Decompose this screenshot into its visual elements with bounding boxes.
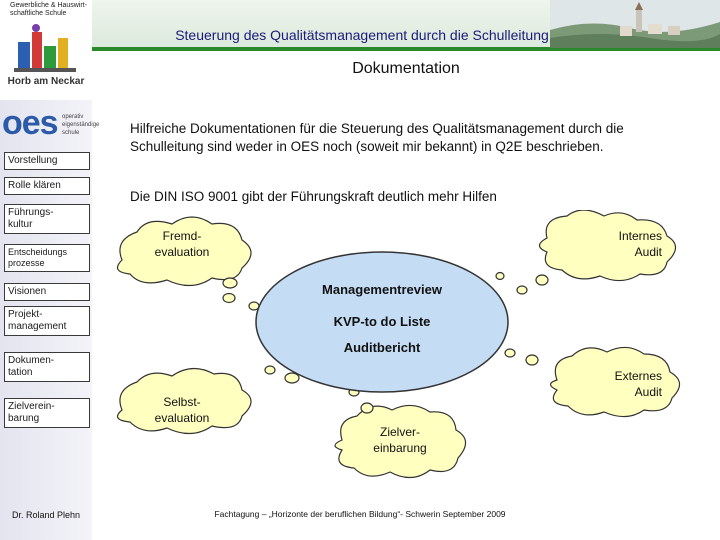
presentation-title: Steuerung des Qualitätsmanagement durch die Schulleitung [175,27,549,43]
nav-item-projektmanagement[interactable]: Projekt- management [4,306,90,336]
oes-logo-subtext: schule [62,130,80,136]
slide-header [0,0,720,100]
school-emblem-icon [14,22,80,74]
sidebar [0,100,100,540]
label-internes-audit: Internes Audit [618,229,662,259]
label-selbstevaluation: Selbst- evaluation [154,395,210,425]
nav-item-entscheidungsprozesse[interactable]: Entscheidungs prozesse [4,244,90,272]
author-name: Dr. Roland Plehn [11,510,81,520]
nav-item-vorstellung[interactable]: Vorstellung [4,152,90,170]
nav-item-zielvereinbarung[interactable]: Zielverein- barung [4,398,90,428]
label-auditbericht: Auditbericht [343,340,421,355]
label-zielvereinbarung: Zielver- einbarung [373,425,427,455]
nav-item-dokumentation[interactable]: Dokumen- tation [4,352,90,382]
slide-title: Dokumentation [352,60,460,77]
label-externes-audit: Externes Audit [614,369,662,399]
label-kvp-todo-liste: KVP-to do Liste [333,314,431,329]
oes-logo [0,104,100,146]
intro-paragraph: Hilfreiche Dokumentationen für die Steuerung des Qualitätsmanagement durch die Schulleitung sind weder in OES noch (soweit mir bekannt) in Q2E beschrieben. [130,121,624,154]
nav-item-visionen[interactable]: Visionen [4,283,90,301]
footer-note: Fachtagung – „Horizonte der beruflichen Bildung“- Schwerin September 2009 [214,509,506,519]
label-fremdevaluation: Fremd- evaluation [154,229,210,259]
din-paragraph: Die DIN ISO 9001 gibt der Führungskraft deutlich mehr Hilfen [130,189,497,204]
nav-item-rolle-klaeren[interactable]: Rolle klären [4,177,90,195]
school-logo [0,0,92,100]
documentation-diagram [92,210,720,510]
nav-item-fuehrungskultur[interactable]: Führungs- kultur [4,204,90,234]
school-location: Horb am Neckar [7,76,85,87]
school-name: Gewerbliche & Hauswirt-schaftliche Schule [10,2,88,17]
oes-logo-subtext: operativ [62,114,84,120]
label-managementreview: Managementreview [322,282,442,297]
oes-logo-subtext: eigenständige [62,122,100,128]
oes-logo-text: oes [2,104,58,142]
